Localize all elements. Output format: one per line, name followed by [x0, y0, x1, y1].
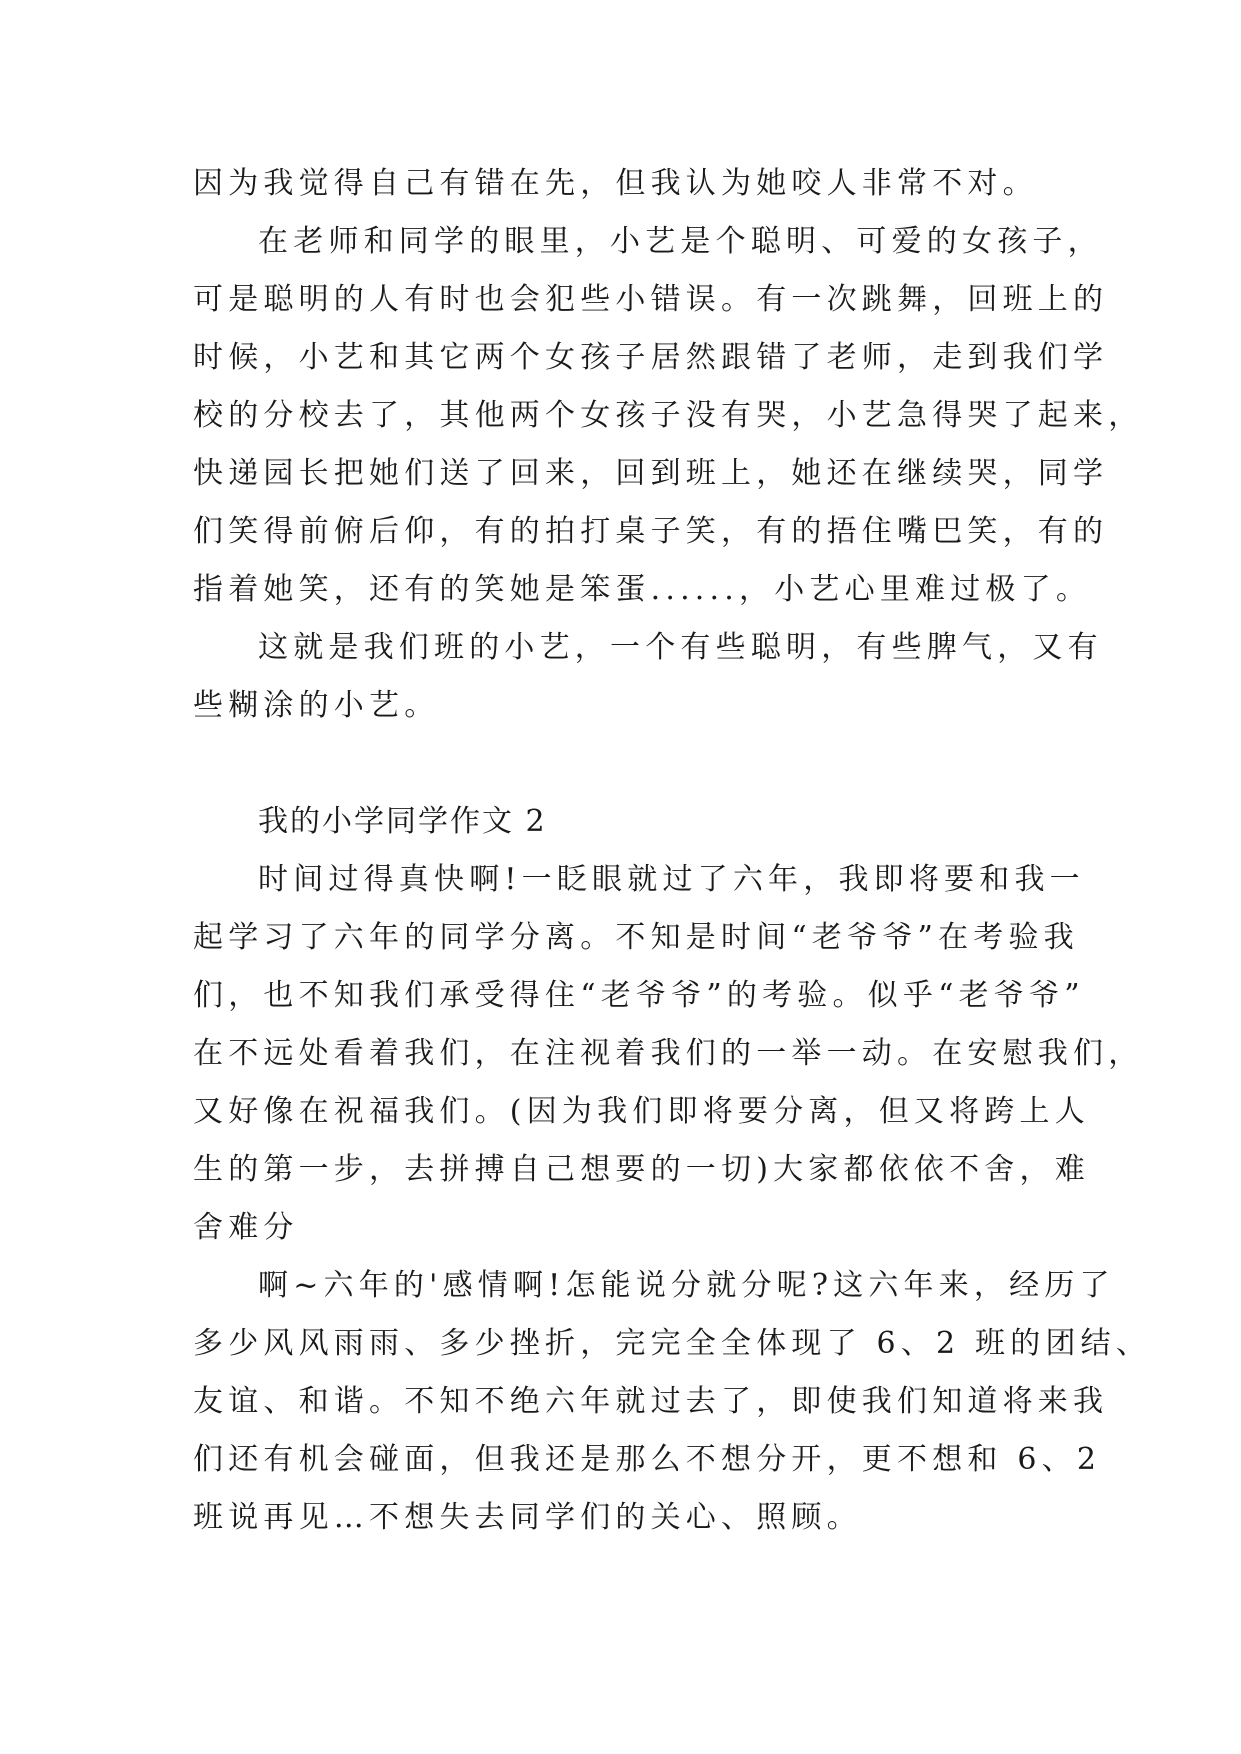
paragraph-line: 快递园长把她们送了回来，回到班上，她还在继续哭，同学 — [193, 456, 1109, 491]
paragraph-line: 这就是我们班的小艺，一个有些聪明，有些脾气，又有 — [258, 630, 1103, 665]
paragraph-line: 可是聪明的人有时也会犯些小错误。有一次跳舞，回班上的 — [193, 282, 1109, 317]
section-title: 我的小学同学作文 2 — [258, 804, 547, 839]
paragraph-line: 们还有机会碰面，但我还是那么不想分开，更不想和 6、2 — [193, 1442, 1102, 1477]
paragraph-line: 时候，小艺和其它两个女孩子居然跟错了老师，走到我们学 — [193, 340, 1109, 375]
paragraph-line: 生的第一步，去拼搏自己想要的一切)大家都依依不舍，难 — [193, 1152, 1090, 1187]
paragraph-line: 在老师和同学的眼里，小艺是个聪明、可爱的女孩子， — [258, 224, 1103, 259]
paragraph-line: 校的分校去了，其他两个女孩子没有哭，小艺急得哭了起来， — [193, 398, 1144, 433]
paragraph-line: 些糊涂的小艺。 — [193, 688, 440, 723]
paragraph-line: 啊~六年的'感情啊!怎能说分就分呢?这六年来，经历了 — [258, 1268, 1115, 1303]
paragraph-line: 友谊、和谐。不知不绝六年就过去了，即使我们知道将来我 — [193, 1384, 1109, 1419]
paragraph-line: 们笑得前俯后仰，有的拍打桌子笑，有的捂住嘴巴笑，有的 — [193, 514, 1109, 549]
paragraph-line: 多少风风雨雨、多少挫折，完完全全体现了 6、2 班的团结、 — [193, 1326, 1152, 1361]
paragraph-line: 因为我觉得自己有错在先，但我认为她咬人非常不对。 — [193, 166, 1038, 201]
paragraph-line: 班说再见…不想失去同学们的关心、照顾。 — [193, 1500, 862, 1535]
paragraph-line: 们，也不知我们承受得住“老爷爷”的考验。似乎“老爷爷” — [193, 978, 1085, 1013]
paragraph-line: 起学习了六年的同学分离。不知是时间“老爷爷”在考验我 — [193, 920, 1079, 955]
paragraph-line: 在不远处看着我们，在注视着我们的一举一动。在安慰我们， — [193, 1036, 1144, 1071]
paragraph-line: 又好像在祝福我们。(因为我们即将要分离，但又将跨上人 — [193, 1094, 1090, 1129]
paragraph-line: 舍难分 — [193, 1210, 299, 1245]
paragraph-line: 时间过得真快啊!一眨眼就过了六年，我即将要和我一 — [258, 862, 1085, 897]
paragraph-line: 指着她笑，还有的笑她是笨蛋......，小艺心里难过极了。 — [193, 572, 1092, 607]
